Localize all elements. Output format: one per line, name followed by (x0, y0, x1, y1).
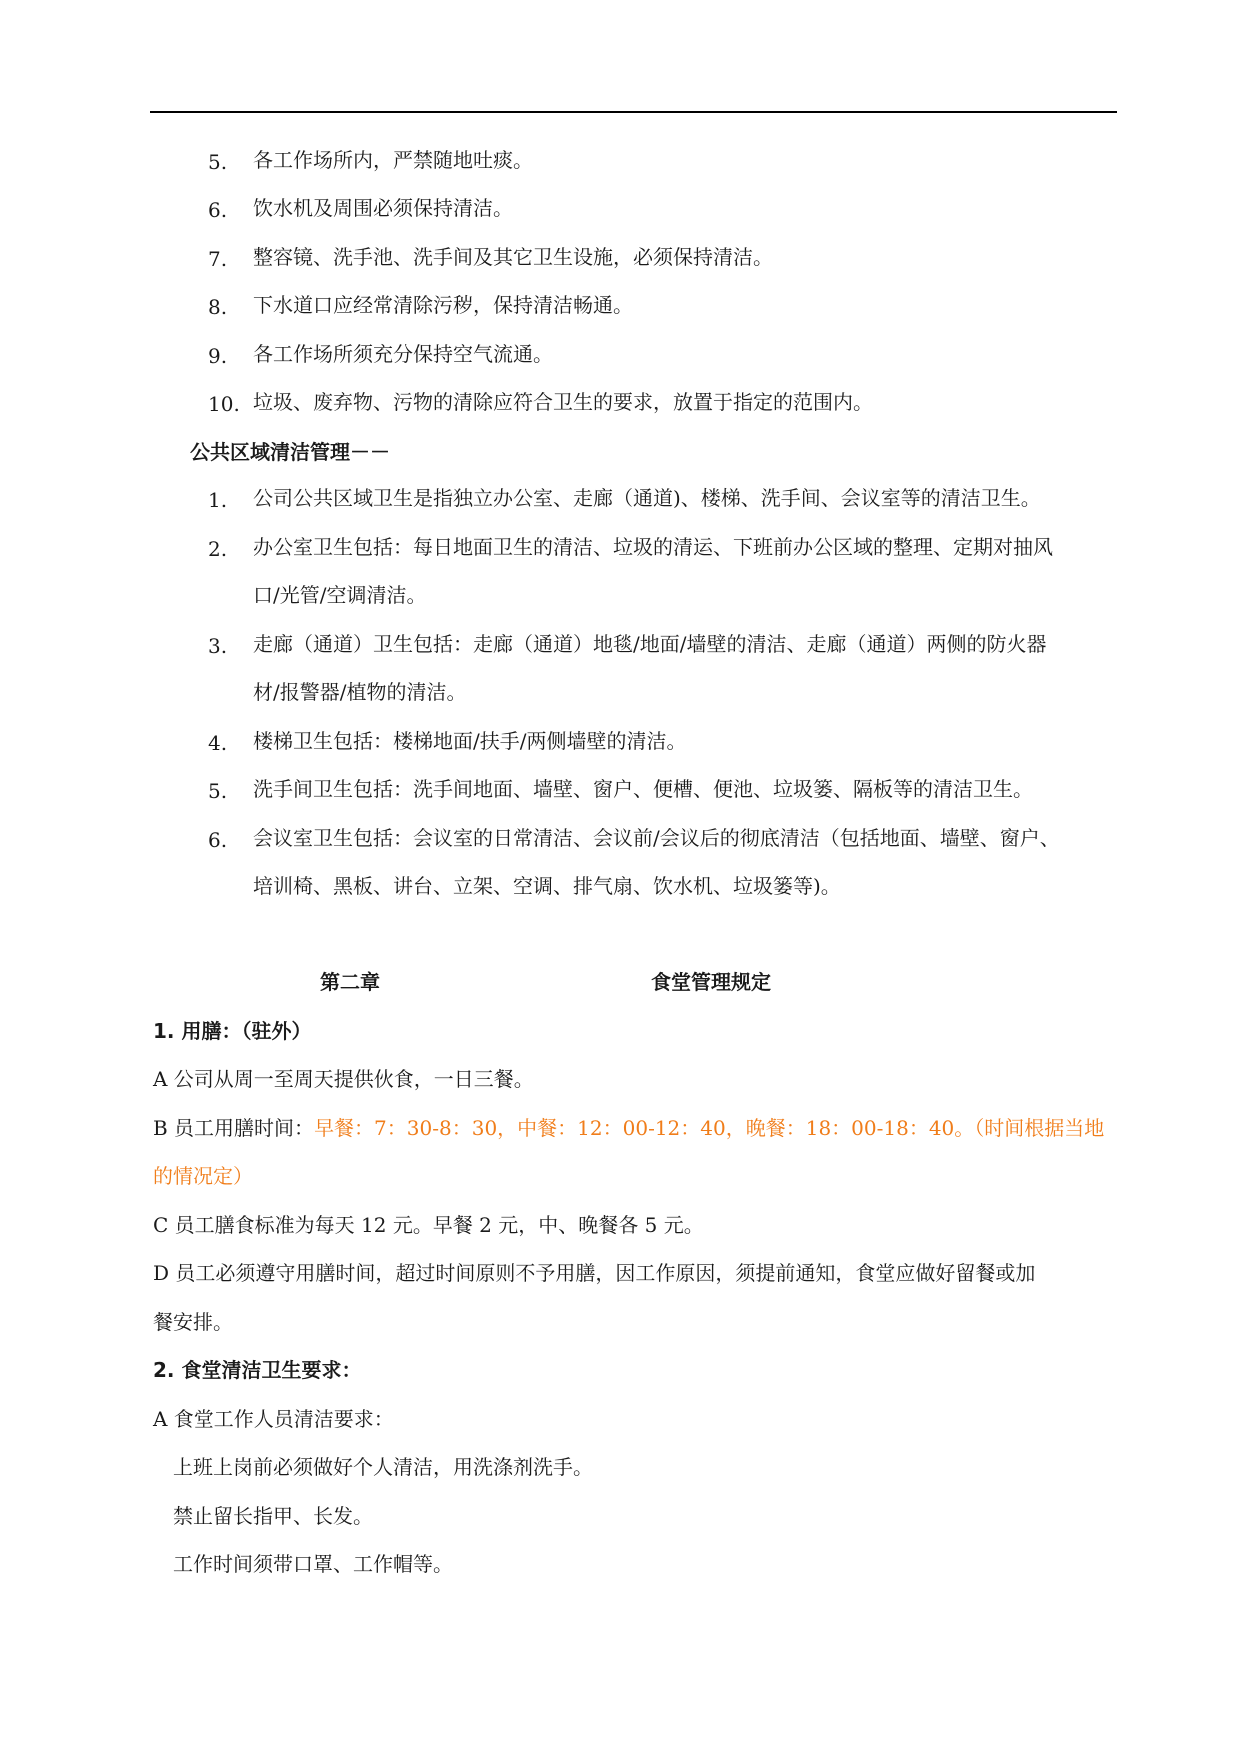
list-item-number: 6. (208, 198, 228, 222)
section-heading: 2. 食堂清洁卫生要求： (153, 1358, 362, 1382)
list-item-number: 10. (208, 392, 240, 416)
requirement-item: 工作时间须带口罩、工作帽等。 (173, 1552, 453, 1576)
list-item-text: 会议室卫生包括：会议室的日常清洁、会议前/会议后的彻底清洁（包括地面、墙壁、窗户、 (253, 826, 1060, 850)
paragraph-d: D 员工必须遵守用膳时间，超过时间原则不予用膳，因工作原因，须提前通知，食堂应做好留餐或加 (153, 1261, 1036, 1285)
list-item-number: 2. (208, 537, 228, 561)
chapter-title: 食堂管理规定 (651, 970, 771, 994)
list-item-text: 下水道口应经常清除污秽，保持清洁畅通。 (253, 293, 633, 317)
list-item-number: 1. (208, 488, 228, 512)
list-item-text-continued: 培训椅、黑板、讲台、立架、空调、排气扇、饮水机、垃圾篓等)。 (253, 874, 841, 898)
list-item-number: 8. (208, 295, 228, 319)
meal-times-highlight-continued: 的情况定） (153, 1164, 253, 1188)
paragraph-b-prefix: B 员工用膳时间： (153, 1116, 315, 1140)
list-item-text: 各工作场所内，严禁随地吐痰。 (253, 148, 533, 172)
list-item-text: 楼梯卫生包括：楼梯地面/扶手/两侧墙壁的清洁。 (253, 729, 687, 753)
list-item-text-continued: 口/光管/空调清洁。 (253, 583, 427, 607)
requirement-item: 上班上岗前必须做好个人清洁，用洗涤剂洗手。 (173, 1455, 593, 1479)
list-item-text: 办公室卫生包括：每日地面卫生的清洁、垃圾的清运、下班前办公区域的整理、定期对抽风 (253, 535, 1053, 559)
list-item-text: 饮水机及周围必须保持清洁。 (253, 196, 513, 220)
paragraph-b (153, 1118, 1104, 1138)
list-item-text: 公司公共区域卫生是指独立办公室、走廊（通道)、楼梯、洗手间、会议室等的清洁卫生。 (253, 486, 1041, 510)
list-item-number: 6. (208, 828, 228, 852)
list-item-number: 5. (208, 150, 228, 174)
list-item-text: 垃圾、废弃物、污物的清除应符合卫生的要求，放置于指定的范围内。 (253, 390, 873, 414)
header-rule (150, 111, 1117, 113)
section-heading: 1. 用膳：（驻外） (153, 1019, 312, 1043)
paragraph-d-continued: 餐安排。 (153, 1310, 233, 1334)
list-item-text: 整容镜、洗手池、洗手间及其它卫生设施，必须保持清洁。 (253, 245, 773, 269)
paragraph-a: A 食堂工作人员清洁要求： (153, 1407, 394, 1431)
list-item-number: 4. (208, 731, 228, 755)
list-item-number: 5. (208, 779, 228, 803)
paragraph-a: A 公司从周一至周天提供伙食，一日三餐。 (153, 1067, 534, 1091)
list-item-text: 走廊（通道）卫生包括：走廊（通道）地毯/地面/墙壁的清洁、走廊（通道）两侧的防火器 (253, 632, 1047, 656)
list-item-text: 洗手间卫生包括：洗手间地面、墙壁、窗户、便槽、便池、垃圾篓、隔板等的清洁卫生。 (253, 777, 1033, 801)
list-item-number: 3. (208, 634, 228, 658)
list-item-number: 7. (208, 247, 228, 271)
requirement-item: 禁止留长指甲、长发。 (173, 1504, 373, 1528)
meal-times-highlight: 早餐：7：30-8：30，中餐：12：00-12：40，晚餐：18：00-18：40。（时间根据当地 (314, 1116, 1105, 1140)
list-item-text: 各工作场所须充分保持空气流通。 (253, 342, 553, 366)
list-item-text-continued: 材/报警器/植物的清洁。 (253, 680, 467, 704)
public-area-heading: 公共区域清洁管理－－ (190, 440, 390, 464)
paragraph-c: C 员工膳食标准为每天 12 元。早餐 2 元，中、晚餐各 5 元。 (153, 1213, 704, 1237)
list-item-number: 9. (208, 344, 228, 368)
chapter-number: 第二章 (320, 970, 380, 994)
